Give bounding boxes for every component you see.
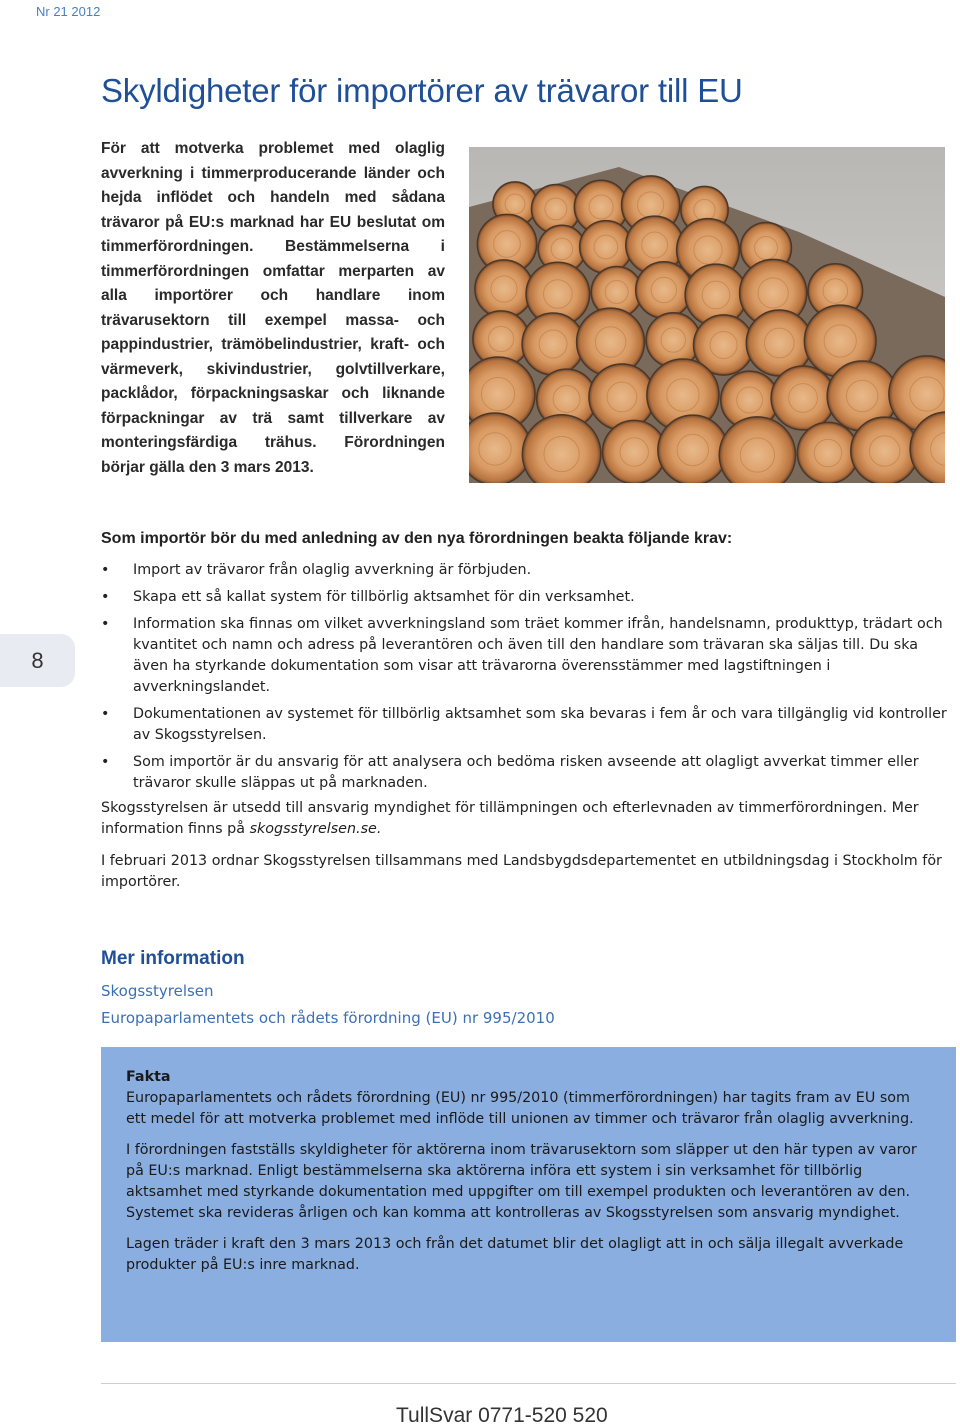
skogsstyrelsen-info-link[interactable]: Skogsstyrelsen <box>101 982 214 1000</box>
list-item <box>101 560 957 581</box>
page-title: Skyldigheter för importörer av trävaror till EU <box>101 72 743 109</box>
fakta-paragraph-3: Lagen träder i kraft den 3 mars 2013 och från det datumet blir det olagligt att in och sälja illegalt avverkade produkter på EU:s inre marknad. <box>126 1236 904 1273</box>
more-info-heading: Mer information <box>101 948 245 969</box>
list-item-text: Import av trävaror från olaglig avverkning är förbjuden. <box>133 562 532 578</box>
training-paragraph: I februari 2013 ordnar Skogsstyrelsen tillsammans med Landsbygdsdepartementet en utbildningsdag i Stockholm för importörer. <box>101 853 942 890</box>
authority-paragraph <box>101 798 957 840</box>
bullet-icon: • <box>101 706 110 722</box>
page-number: 8 <box>0 634 75 687</box>
footer-phone: TullSvar 0771-520 520 <box>396 1404 608 1427</box>
bullet-icon: • <box>101 562 110 578</box>
list-item <box>101 587 957 608</box>
bullet-icon: • <box>101 754 110 770</box>
timber-logs-photo <box>469 147 945 483</box>
fakta-paragraph-2: I förordningen fastställs skyldigheter för aktörerna inom trävarusektorn som släpper ut den här typen av varor på EU:s marknad. Enligt bestämmelserna ska aktörerna införa ett system i sin verksamhet för tillbörlig aktsamhet med styrkande dokumentation med uppgifter om till exempel produkten och leverantören av den. Systemet ska revideras årligen och kan komma att kontrolleras av Skogsstyrelsen som ansvarig myndighet. <box>126 1142 917 1221</box>
fakta-heading: Fakta <box>126 1069 171 1085</box>
authority-text: Skogsstyrelsen är utsedd till ansvarig myndighet för tillämpningen och efterlevnaden av timmerförordningen. Mer information finns på <box>101 800 919 837</box>
list-item <box>101 614 957 698</box>
bullet-icon: • <box>101 589 110 605</box>
list-item-text: Skapa ett så kallat system för tillbörlig aktsamhet för din verksamhet. <box>133 589 635 605</box>
requirements-list <box>101 560 957 800</box>
list-item-text: Som importör är du ansvarig för att analysera och bedöma risken avseende att olagligt avverkat timmer eller trävaror skulle släppas ut på marknaden. <box>133 754 919 791</box>
footer-divider <box>101 1383 956 1384</box>
list-item-text: Information ska finnas om vilket avverkningsland som träet kommer ifrån, handelsnamn, produkttyp, trädart och kvantitet och namn och adress på leverantören och även till den handlare som trävaran ska säljas till. Du ska även ha styrkande dokumentation som visar att trävarorna överensstämmer med lagstiftningen i avverkningslandet. <box>133 616 943 695</box>
list-item-text: Dokumentationen av systemet för tillbörlig aktsamhet som ska bevaras i fem år och vara tillgänglig vid kontroller av Skogsstyrelsen. <box>133 706 947 743</box>
intro-paragraph: För att motverka problemet med olaglig avverkning i timmerproducerande länder och hejda inflödet och handeln med sådana trävaror på EU:s marknad har EU beslutat om timmerförordningen. Bestämmelserna i timmerförordningen omfattar merparten av alla importörer och handlare inom trävarusektorn till exempel massa- och pappindustrier, trämöbelindustrier, kraft- och värmeverk, skivindustrier, golvtillverkare, packlådor, förpackningsaskar och liknande förpackningar av trä samt tillverkare av monteringsfärdiga trähus. Förordningen börjar gälla den 3 mars 2013. <box>101 140 445 476</box>
eu-regulation-link[interactable]: Europaparlamentets och rådets förordning (EU) nr 995/2010 <box>101 1009 555 1027</box>
list-item <box>101 752 957 794</box>
fakta-paragraph-1: Europaparlamentets och rådets förordning (EU) nr 995/2010 (timmerförordningen) har tagits fram av EU som ett medel för att motverka problemet med inflöde till unionen av timmer och trävaror från olaglig avverkning. <box>126 1090 914 1127</box>
issue-number: Nr 21 2012 <box>36 4 101 19</box>
fakta-box <box>101 1047 956 1342</box>
list-item <box>101 704 957 746</box>
bullet-icon: • <box>101 616 110 632</box>
requirements-heading: Som importör bör du med anledning av den nya förordningen beakta följande krav: <box>101 530 733 547</box>
skogsstyrelsen-link[interactable]: skogsstyrelsen.se. <box>249 821 382 837</box>
